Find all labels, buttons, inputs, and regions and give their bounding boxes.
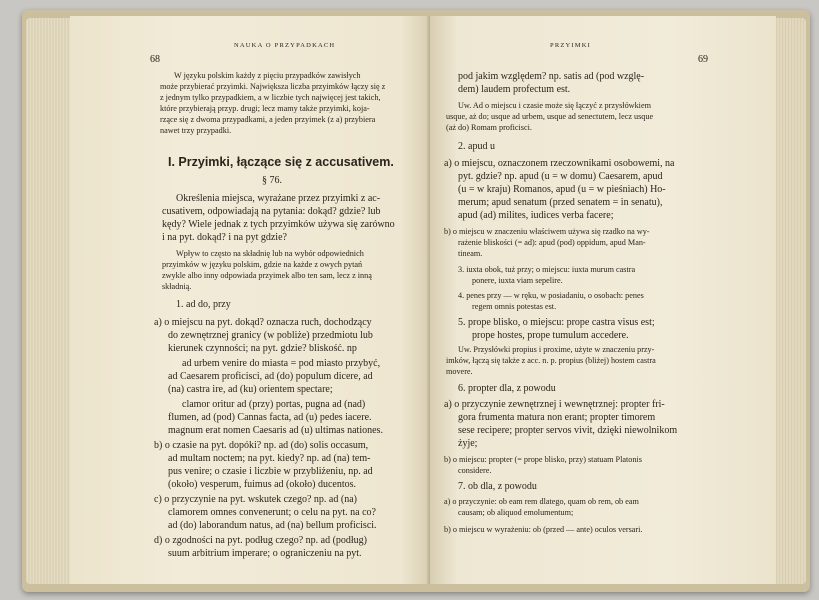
entry-line: d) o zgodności na pyt. podług czego? np. ad (podług) [154, 535, 368, 546]
page-edges-left [26, 18, 74, 584]
para1-line: i na pyt. dokąd? i na pyt gdzie? [162, 232, 287, 243]
entry-line: a) o miejscu, oznaczonem rzeczownikami osobowemi, na [444, 158, 675, 169]
entry-line: clamor oritur ad (przy) portas, pugna ad (nad) [182, 399, 366, 410]
left-running-head: NAUKA O PRZYPADKACH [234, 42, 336, 49]
right-line: dem) laudem profectum est. [458, 84, 571, 95]
entry-line: sese recipere; propter servos vivit, dzięki niewolnikom [458, 425, 678, 436]
entry-line: merum; apud senatum (przed senatem = in senatu), [458, 197, 663, 208]
entry-line: flumen, ad (pod) Cannas facta, ad (u) pedes iacere. [168, 412, 372, 423]
entry-line: (u = w kraju) Romanos, apud (u = w pieśniach) Ho- [458, 184, 666, 195]
intro-line: W języku polskim każdy z pięciu przypadków zawisłych [174, 71, 361, 80]
entry-title: 1. ad do, przy [176, 299, 231, 310]
entry-line: a) o przyczynie: ob eam rem dlatego, quam ob rem, ob eam [444, 497, 639, 506]
entry-line: (na) castra ire, ad (ku) orientem spectare; [168, 384, 333, 395]
intro-line: z jednym tylko przypadkiem, a w liczbie tych najwięcej jest takich, [160, 93, 381, 102]
note-line: movere. [446, 367, 473, 376]
entry-line: ad multam noctem; na pyt. kiedy? np. ad (na) tem- [168, 453, 371, 464]
left-page [70, 16, 430, 584]
intro-line: nawet trzy przypadki. [160, 126, 232, 135]
entry-line: pyt. gdzie? np. apud (u = w domu) Caesarem, apud [458, 171, 663, 182]
entry-line: 5. prope blisko, o miejscu: prope castra visus est; [458, 317, 655, 328]
entry-line: ponere, iuxta viam sepelire. [472, 276, 563, 285]
right-page-number: 69 [698, 54, 708, 65]
entry-line: suum arbitrium imperare; o ograniczeniu na pyt. [168, 548, 362, 559]
entry-line: prope hostes, prope tumulum accedere. [472, 330, 629, 341]
entry-line: magnum erat nomen Caesaris ad (u) ultimas nationes. [168, 425, 383, 436]
intro-line: które przybierają przyp. drugi; lecz mamy także przyimki, koja- [160, 104, 370, 113]
note-line: Uw. Przysłówki propius i proxime, użyte w znaczeniu przy- [458, 345, 655, 354]
para1-line: Określenia miejsca, wyrażane przez przyimki z ac- [176, 193, 381, 204]
para2-line: przyimków w języku polskim, gdzie na każde z owych pytań [162, 260, 363, 269]
para2-line: zwykle albo inny odpowiada przyimek albo ten sam, lecz z inną [162, 271, 372, 280]
entry-line: ad urbem venire do miasta = pod miasto przybyć, [182, 358, 381, 369]
entry-line: 4. penes przy — w ręku, w posiadaniu, o osobach: penes [458, 291, 644, 300]
right-page [430, 16, 776, 584]
entry-line: (około) vesperum, fuimus ad (około) ducentos. [168, 479, 357, 490]
section-mark: § 76. [262, 175, 282, 186]
entry-line: clamorem omnes convenerunt; o celu na pyt. na co? [168, 507, 376, 518]
right-running-head: PRZYIMKI [550, 42, 592, 49]
right-line: pod jakim względem? np. satis ad (pod wzglę- [458, 71, 645, 82]
entry-line: regem omnis potestas est. [472, 302, 557, 311]
entry-line: 3. iuxta obok, tuż przy; o miejscu: iuxta murum castra [458, 265, 636, 274]
entry-line: causam; ob aliquod emolumentum; [458, 508, 574, 517]
note-line: (aż do) Romam proficisci. [446, 123, 532, 132]
entry-line: apud (ad) milites, iudices verba facere; [458, 210, 614, 221]
entry-line: a) o miejscu na pyt. dokąd? oznacza ruch, dochodzący [154, 317, 372, 328]
entry-line: a) o przyczynie zewnętrznej i wewnętrznej: propter fri- [444, 399, 665, 410]
entry-line: kierunek czynności; na pyt. gdzie? bliskość. np [168, 343, 357, 354]
intro-line: rzące się z dwoma przypadkami, a jeden przyimek (z a) przybiera [160, 115, 376, 124]
entry-line: do zewnętrznej granicy (w pobliże) przedmiotu lub [168, 330, 373, 341]
intro-line: może przybierać przyimki. Największa liczba przyimków łączy się z [160, 82, 386, 91]
section-heading: I. Przyimki, łączące się z accusativem. [168, 155, 394, 169]
note-line: Uw. Ad o miejscu i czasie może się łączyć z przysłówkiem [458, 101, 651, 110]
entry-line: żyje; [458, 438, 478, 449]
entry-line: considere. [458, 466, 492, 475]
entry-line: tineam. [458, 249, 483, 258]
left-page-number: 68 [150, 54, 160, 65]
para2-line: składnią. [162, 282, 192, 291]
para2-line: Wpływ to często na składnię lub na wybór odpowiednich [176, 249, 364, 258]
entry-line: pus venire; o czasie i liczbie w przybliżeniu, np. ad [168, 466, 373, 477]
entry-line: ad Caesarem proficisci, ad (do) populum dicere, ad [168, 371, 373, 382]
para1-line: kędy? Wiele jednak z tych przyimków używa się zarówno [162, 219, 395, 230]
entry-title: 7. ob dla, z powodu [458, 481, 537, 492]
note-line: usque, aż do; usque ad urbem, usque ad senectutem, lecz usque [446, 112, 654, 121]
page-edges-right [772, 18, 806, 584]
entry-line: b) o miejscu w wyrażeniu: ob (przed — ante) oculos versari. [444, 525, 643, 534]
entry-line: b) o czasie na pyt. dopóki? np. ad (do) solis occasum, [154, 440, 369, 451]
entry-line: ad (do) laborandum natus, ad (na) bellum proficisci. [168, 520, 377, 531]
entry-title: 6. propter dla, z powodu [458, 383, 556, 394]
entry-line: b) o miejscu w znaczeniu właściwem używa się rzadko na wy- [444, 227, 650, 236]
para1-line: cusativem, odpowiadają na pytania: dokąd? gdzie? lub [162, 206, 381, 217]
entry-line: c) o przyczynie na pyt. wskutek czego? np. ad (na) [154, 494, 357, 505]
entry-title: 2. apud u [458, 141, 495, 152]
entry-line: rażenie bliskości (= ad): apud (pod) oppidum, apud Man- [458, 238, 646, 247]
note-line: imków, łączą się także z acc. n. p. propius (bliżej) hostem castra [446, 356, 656, 365]
entry-line: gora frumenta matura non erant; propter timorem [458, 412, 656, 423]
entry-line: b) o miejscu: propter (= prope blisko, przy) statuam Platonis [444, 455, 642, 464]
